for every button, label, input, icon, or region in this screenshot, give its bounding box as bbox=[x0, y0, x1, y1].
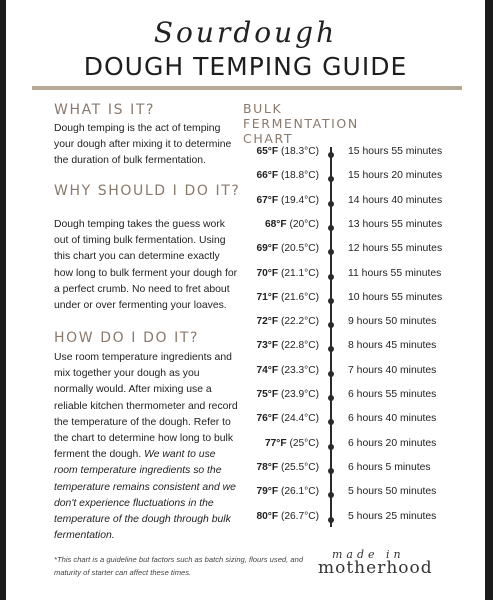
temperature-c: (24.4°C) bbox=[280, 413, 319, 425]
timeline-dot bbox=[328, 346, 334, 352]
duration-label: 6 hours 5 minutes bbox=[348, 461, 431, 473]
chart-title: BULK FERMENTATION CHART bbox=[243, 101, 359, 146]
duration-label: 5 hours 50 minutes bbox=[348, 486, 437, 498]
title-divider bbox=[32, 86, 462, 90]
temperature-label bbox=[256, 243, 319, 254]
temperature-label bbox=[256, 170, 319, 181]
script-title: Sourdough bbox=[153, 16, 338, 49]
temperature-f: 73°F bbox=[256, 340, 279, 352]
chart-row bbox=[6, 268, 485, 286]
timeline-dot bbox=[328, 395, 334, 401]
chart-row bbox=[6, 195, 485, 213]
temperature-c: (23.9°C) bbox=[280, 389, 319, 400]
timeline-dot bbox=[328, 419, 334, 425]
temperature-label bbox=[256, 365, 319, 376]
temperature-c: (26.7°C) bbox=[280, 510, 319, 522]
why-heading: WHY SHOULD I DO IT? bbox=[54, 183, 241, 199]
chart-row bbox=[6, 462, 485, 480]
chart-row bbox=[6, 511, 485, 529]
temperature-f: 68°F bbox=[264, 218, 287, 230]
temperature-c: (21.6°C) bbox=[280, 291, 319, 303]
temperature-f: 77°F bbox=[264, 437, 287, 449]
chart-row bbox=[6, 316, 485, 334]
temperature-c: (26.1°C) bbox=[280, 486, 319, 498]
temperature-c: (22.8°C) bbox=[280, 340, 319, 352]
temperature-c: (25.5°C) bbox=[280, 461, 319, 473]
duration-label: 15 hours 20 minutes bbox=[348, 170, 443, 182]
temperature-label bbox=[256, 413, 319, 424]
timeline-dot bbox=[328, 492, 334, 498]
chart-row bbox=[6, 438, 485, 456]
temperature-f: 71°F bbox=[256, 291, 279, 303]
chart-row bbox=[6, 292, 485, 310]
temperature-f: 74°F bbox=[256, 364, 279, 376]
temperature-f: 76°F bbox=[256, 413, 279, 425]
temperature-label bbox=[256, 146, 319, 157]
temperature-label bbox=[256, 292, 319, 303]
temperature-f: 66°F bbox=[256, 170, 279, 182]
temperature-c: (18.8°C) bbox=[280, 170, 319, 182]
temperature-f: 72°F bbox=[256, 316, 279, 328]
temperature-label bbox=[256, 486, 319, 497]
timeline-dot bbox=[328, 322, 334, 328]
chart-row bbox=[6, 243, 485, 261]
temperature-c: (21.1°C) bbox=[280, 267, 319, 279]
timeline-dot bbox=[328, 444, 334, 450]
chart-row bbox=[6, 170, 485, 188]
temperature-label bbox=[256, 268, 319, 279]
duration-label: 6 hours 20 minutes bbox=[348, 437, 437, 449]
duration-label: 7 hours 40 minutes bbox=[348, 364, 437, 376]
temperature-f: 69°F bbox=[256, 243, 279, 255]
brand-logo-top: made in bbox=[332, 548, 405, 561]
duration-label: 10 hours 55 minutes bbox=[348, 291, 443, 303]
timeline-dot bbox=[328, 249, 334, 255]
temperature-label bbox=[265, 219, 319, 230]
temperature-label bbox=[256, 195, 319, 206]
duration-label: 13 hours 55 minutes bbox=[348, 218, 443, 230]
what-text: Dough temping is the act of temping your dough after mixing it to determine the duration of bulk fermentation. bbox=[54, 123, 232, 167]
temperature-label bbox=[256, 511, 319, 522]
temperature-label bbox=[256, 316, 319, 327]
timeline-dot bbox=[328, 298, 334, 304]
temperature-c: (23.3°C) bbox=[280, 364, 319, 376]
temperature-label bbox=[256, 462, 319, 473]
chart-row bbox=[6, 146, 485, 164]
chart-row bbox=[6, 365, 485, 383]
footnote: *This chart is a guideline but factors such as batch sizing, flours used, and maturity of starter can affect these times. bbox=[54, 555, 304, 577]
brand-logo-bottom: motherhood bbox=[318, 558, 433, 578]
duration-label: 5 hours 25 minutes bbox=[348, 510, 437, 522]
timeline-dot bbox=[328, 201, 334, 207]
timeline-dot bbox=[328, 152, 334, 158]
temperature-f: 67°F bbox=[256, 194, 279, 206]
temperature-c: (18.3°C) bbox=[280, 146, 319, 157]
how-note: We want to use room temperature ingredients so the temperature remains consistent and we don't experience fluctuations in the temperature of the dough through bulk fermentation. bbox=[54, 449, 236, 542]
why-text: Dough temping takes the guess work out of timing bulk fermentation. Using this chart you can determine exactly how long to bulk ferment your dough for a perfect crumb. No need to fret about under or over fermenting your loaves. bbox=[54, 219, 238, 312]
chart-row bbox=[6, 413, 485, 431]
temperature-c: (20°C) bbox=[289, 218, 319, 230]
duration-label: 12 hours 55 minutes bbox=[348, 243, 443, 255]
chart-row bbox=[6, 219, 485, 237]
temperature-c: (19.4°C) bbox=[280, 194, 319, 206]
timeline-dot bbox=[328, 225, 334, 231]
duration-label: 9 hours 50 minutes bbox=[348, 316, 437, 328]
duration-label: 14 hours 40 minutes bbox=[348, 194, 443, 206]
temperature-label bbox=[256, 389, 319, 400]
temperature-f: 65°F bbox=[256, 146, 279, 157]
timeline-dot bbox=[328, 371, 334, 377]
temperature-f: 70°F bbox=[256, 267, 279, 279]
page-title: DOUGH TEMPING GUIDE bbox=[83, 52, 408, 81]
guide-sheet bbox=[6, 0, 485, 600]
temperature-f: 80°F bbox=[256, 510, 279, 522]
temperature-c: (20.5°C) bbox=[280, 243, 319, 255]
chart-row bbox=[6, 486, 485, 504]
duration-label: 11 hours 55 minutes bbox=[348, 267, 442, 279]
duration-label: 6 hours 55 minutes bbox=[348, 389, 437, 400]
what-heading: WHAT IS IT? bbox=[54, 102, 156, 118]
duration-label: 8 hours 45 minutes bbox=[348, 340, 437, 352]
chart-row bbox=[6, 389, 485, 407]
timeline-dot bbox=[328, 517, 334, 523]
how-heading: HOW DO I DO IT? bbox=[54, 330, 200, 346]
timeline-dot bbox=[328, 468, 334, 474]
temperature-f: 79°F bbox=[256, 486, 279, 498]
temperature-c: (25°C) bbox=[289, 437, 319, 449]
duration-label: 6 hours 40 minutes bbox=[348, 413, 437, 425]
timeline-dot bbox=[328, 274, 334, 280]
temperature-label bbox=[265, 438, 319, 449]
temperature-f: 78°F bbox=[256, 461, 279, 473]
temperature-c: (22.2°C) bbox=[280, 316, 319, 328]
timeline-dot bbox=[328, 176, 334, 182]
chart-row bbox=[6, 340, 485, 358]
how-instructions: Use room temperature ingredients and mix together your dough as you normally would. After mixing use a reliable kitchen thermometer and record the temperature of the dough. Refer to the chart to determine how long to bulk ferment the dough. bbox=[54, 352, 238, 461]
temperature-label bbox=[256, 340, 319, 351]
temperature-f: 75°F bbox=[256, 389, 279, 400]
duration-label: 15 hours 55 minutes bbox=[348, 146, 443, 157]
